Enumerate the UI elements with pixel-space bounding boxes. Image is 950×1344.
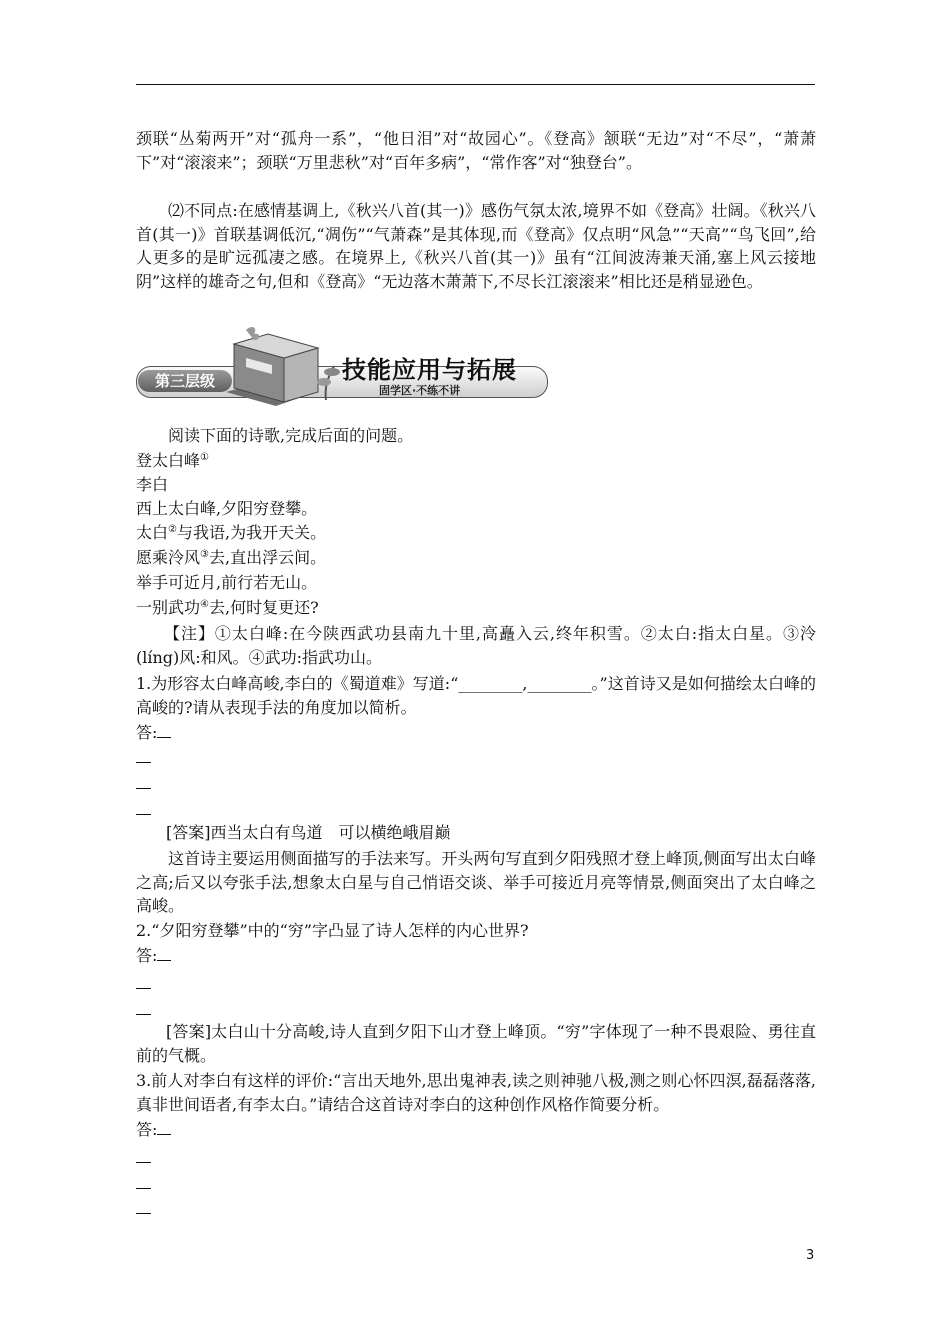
poem-notes: 【注】①太白峰:在今陕西武功县南九十里,高矗入云,终年积雪。②太白:指太白星。③泠(líng)风:和风。④武功:指武功山。 — [136, 624, 816, 667]
answer-dash[interactable] — [136, 1213, 151, 1214]
poem-line-5-b: 去,何时复更还? — [208, 598, 319, 617]
page-number: 3 — [806, 1248, 815, 1263]
question-3-answer-line[interactable] — [136, 1119, 171, 1141]
answer-label: 答: — [136, 1120, 158, 1139]
answer-label: 答: — [136, 723, 158, 742]
poem-line-5-note: ④ — [200, 599, 209, 610]
question-2-answer-line[interactable] — [136, 945, 171, 967]
banner-level-tag: 第三层级 — [138, 370, 232, 392]
answer-dash[interactable] — [136, 1188, 151, 1189]
answer-dash[interactable] — [136, 1162, 151, 1163]
answer-dash[interactable] — [136, 814, 151, 815]
answer-dash[interactable] — [136, 788, 151, 789]
poem-line-2 — [136, 522, 326, 544]
poem-title-note: ① — [200, 452, 209, 463]
poem-line-5 — [136, 597, 319, 619]
header-rule — [136, 84, 815, 85]
answer-blank[interactable] — [157, 1120, 171, 1135]
poem-title — [136, 450, 209, 472]
poem-line-3-b: 去,直出浮云间。 — [208, 548, 327, 567]
answer-blank[interactable] — [157, 946, 171, 961]
answer-label: 答: — [136, 946, 158, 965]
question-1-answer-head: [答案]西当太白有鸟道 可以横绝峨眉巅 — [166, 823, 451, 842]
poem-line-3-a: 愿乘泠风 — [136, 548, 201, 567]
poem-line-5-a: 一别武功 — [136, 598, 201, 617]
question-2: 2.“夕阳穷登攀”中的“穷”字凸显了诗人怎样的内心世界? — [136, 921, 529, 940]
poem-author: 李白 — [136, 475, 169, 494]
intro-paragraph-1: 颈联“丛菊两开”对“孤舟一系”，“他日泪”对“故园心”。《登高》颔联“无边”对“不尽”，“萧萧下”对“滚滚来”；颈联“万里悲秋”对“百年多病”，“常作客”对“独登台”。 — [136, 129, 816, 172]
poem-line-1: 西上太白峰,夕阳穷登攀。 — [136, 499, 318, 518]
question-1-answer-body: 这首诗主要运用侧面描写的手法来写。开头两句写直到夕阳残照才登上峰顶,侧面写出太白峰之高;后又以夸张手法,想象太白星与自己悄语交谈、举手可接近月亮等情景,侧面突出了太白峰之高峻。 — [136, 849, 816, 915]
poem-line-2-b: 与我语,为我开天关。 — [176, 523, 327, 542]
question-1-text-b: 。”这首诗又是如何描绘太白峰的高峻的?请从表现手法的角度加以简析。 — [136, 674, 816, 717]
question-1-comma: , — [522, 674, 528, 693]
question-1 — [136, 672, 816, 719]
poem-line-3-note: ③ — [200, 549, 209, 560]
answer-dash[interactable] — [136, 1014, 151, 1015]
book-illustration-icon — [206, 322, 346, 412]
poem-line-4: 举手可近月,前行若无山。 — [136, 573, 318, 592]
question-1-blank-2: ________ — [527, 674, 592, 693]
question-1-answer-line[interactable] — [136, 722, 171, 744]
poem-line-2-a: 太白 — [136, 523, 169, 542]
banner-title: 技能应用与拓展 — [342, 356, 517, 384]
answer-dash[interactable] — [136, 762, 151, 763]
question-1-blank-1: ________ — [458, 674, 523, 693]
poem-line-3 — [136, 547, 326, 569]
reading-instruction: 阅读下面的诗歌,完成后面的问题。 — [168, 426, 414, 445]
question-3: 3.前人对李白有这样的评价:“言出天地外,思出鬼神表,读之则神驰八极,测之则心怀四溟,磊磊落落,真非世间语者,有李太白。”请结合这首诗对李白的这种创作风格作简要分析。 — [136, 1071, 816, 1114]
poem-title-text: 登太白峰 — [136, 451, 201, 470]
question-1-text-a: 1.为形容太白峰高峻,李白的《蜀道难》写道:“ — [136, 674, 459, 693]
section-banner — [136, 322, 556, 412]
answer-blank[interactable] — [157, 723, 171, 738]
intro-paragraph-2: ⑵不同点:在感情基调上,《秋兴八首(其一)》感伤气氛太浓,境界不如《登高》壮阔。《秋兴八首(其一)》首联基调低沉,“凋伤”“气萧森”是其体现,而《登高》仅点明“风急”“天高”“鸟飞回”,给人更多的是旷远孤凄之感。在境界上,《秋兴八首(其一)》虽有“江间波涛兼天涌,塞上风云接地阴”这样的雄奇之句,但和《登高》“无边落木萧萧下,不尽长江滚滚来”相比还是稍显逊色。 — [136, 201, 816, 291]
poem-line-2-note: ② — [168, 524, 177, 535]
question-2-answer: [答案]太白山十分高峻,诗人直到夕阳下山才登上峰顶。“穷”字体现了一种不畏艰险、勇往直前的气概。 — [136, 1022, 816, 1065]
answer-dash[interactable] — [136, 988, 151, 989]
banner-subtitle: 固学区·不练不讲 — [379, 384, 461, 397]
